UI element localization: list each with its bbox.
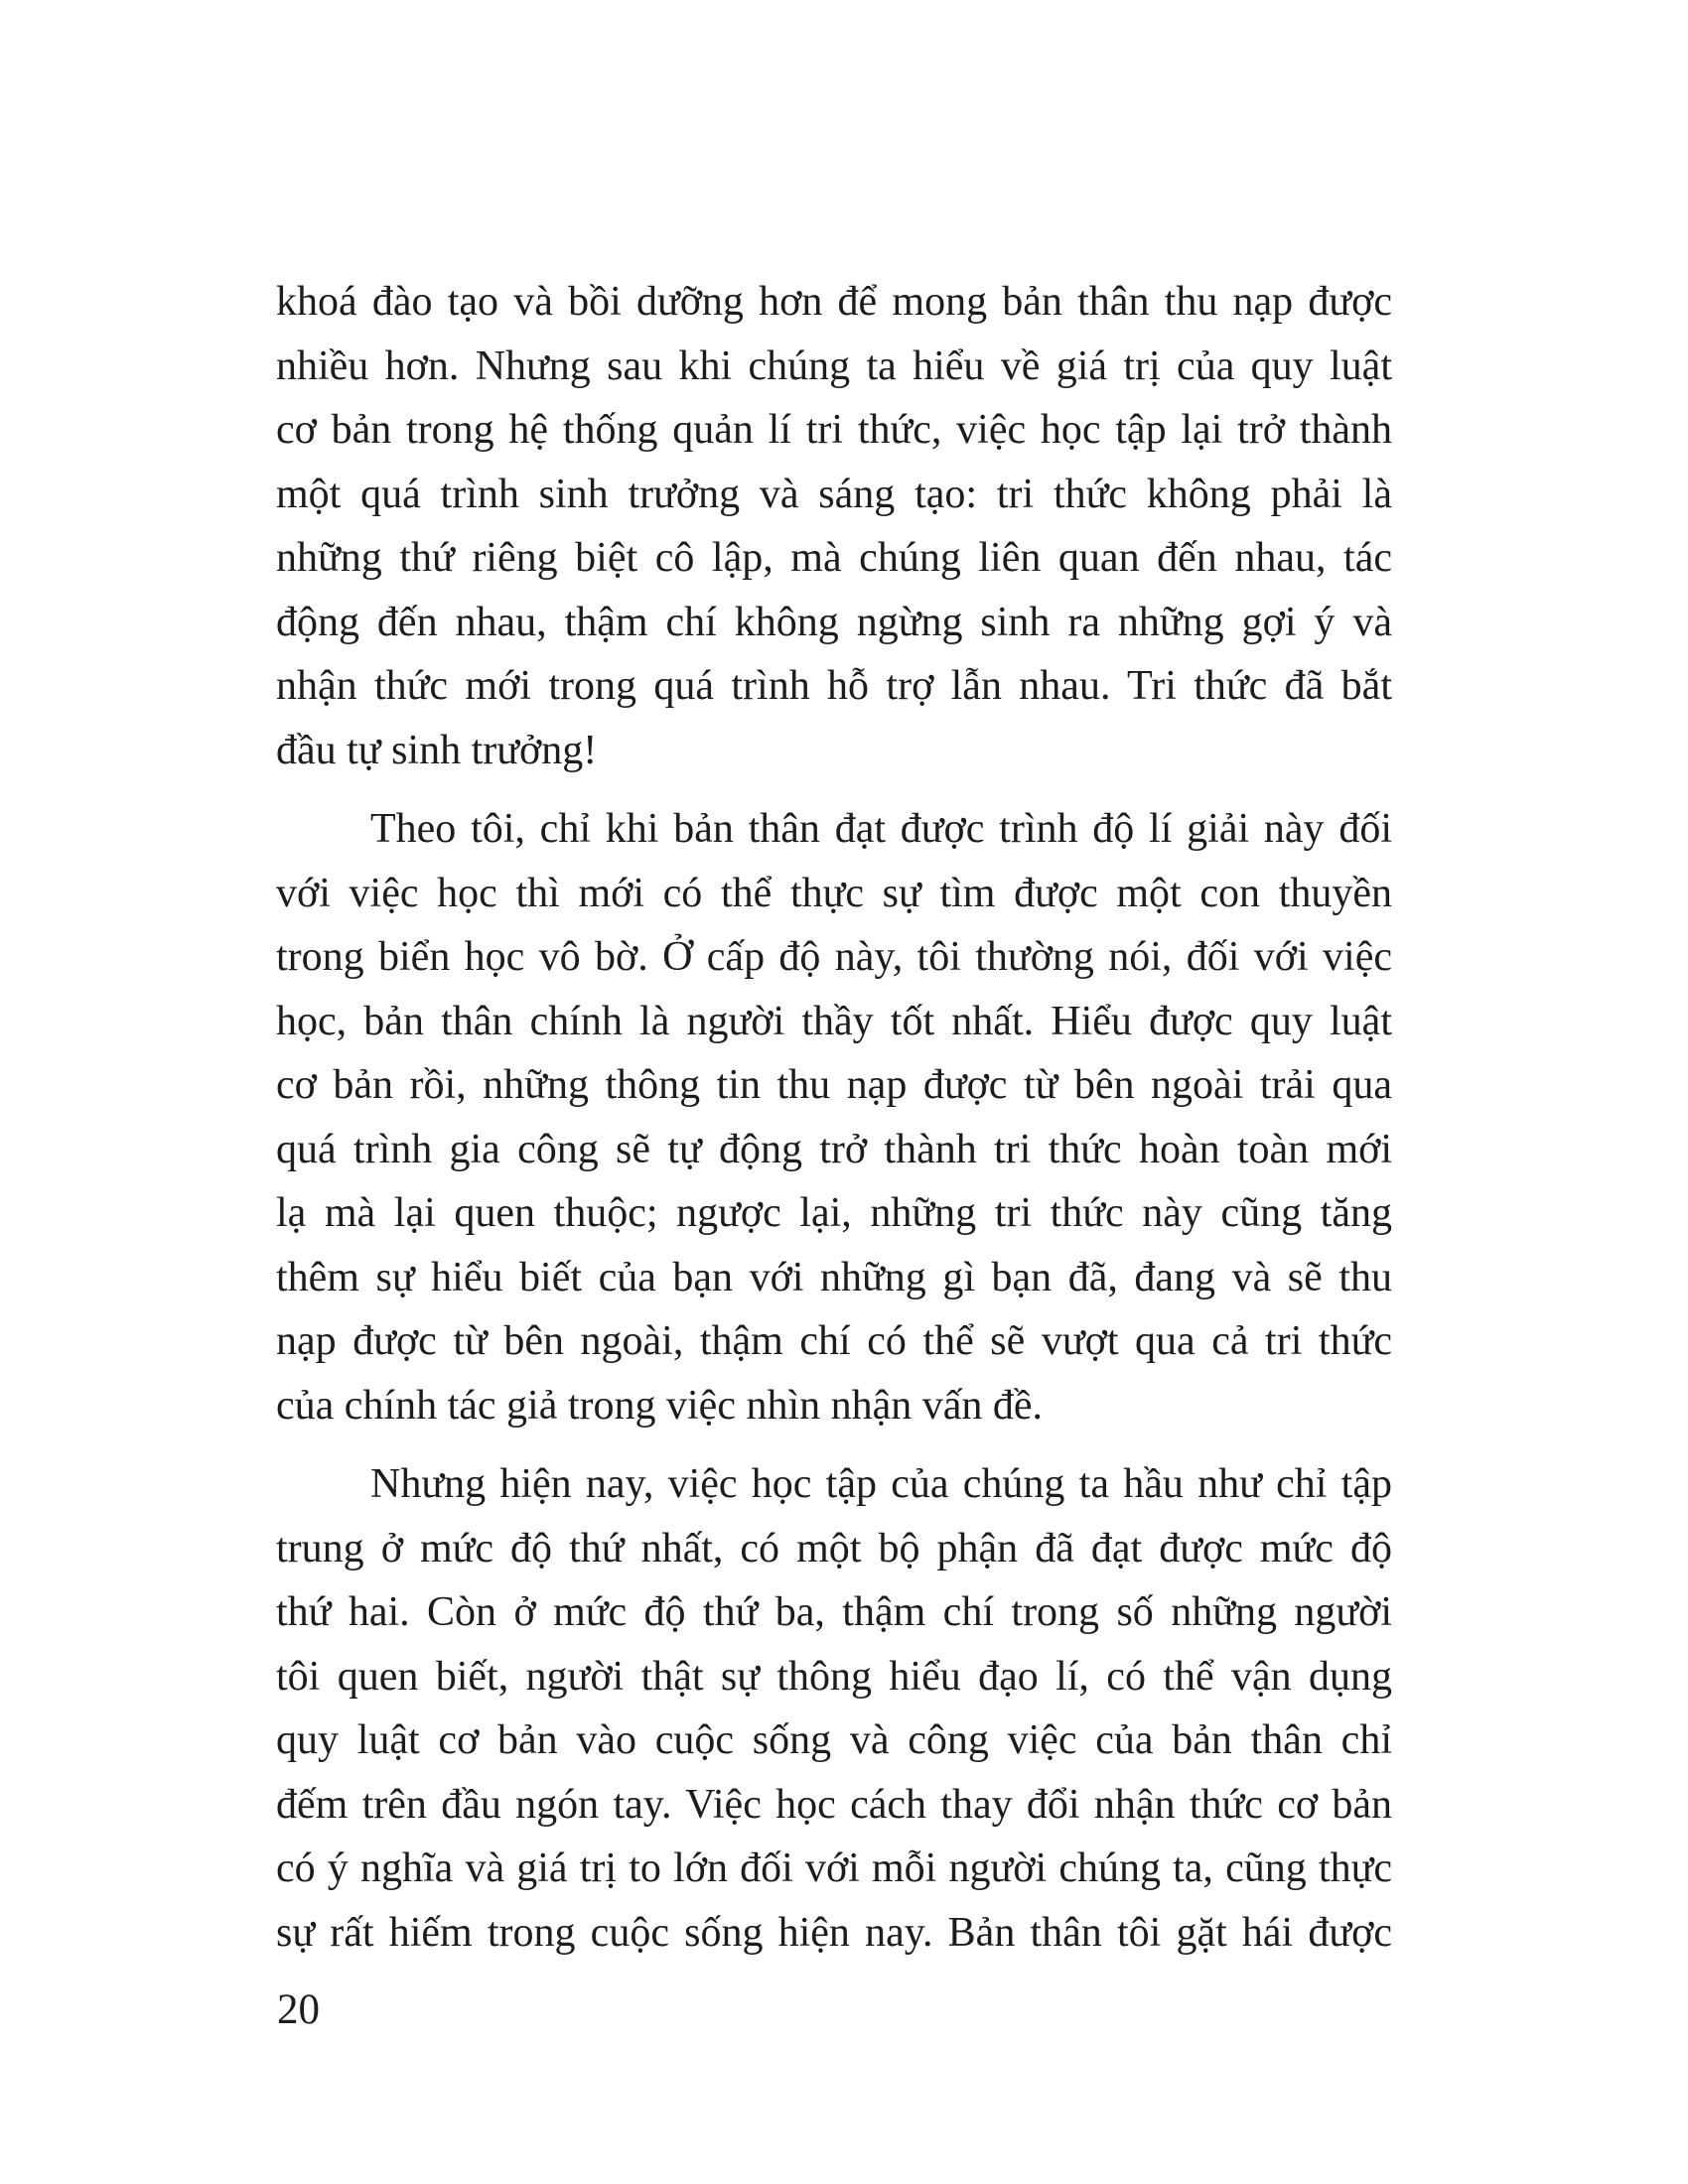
text-line: Theo tôi, chỉ khi bản thân đạt được trình độ lí giải này đối bbox=[370, 806, 1392, 852]
text-line: nhận thức mới trong quá trình hỗ trợ lẫn nhau. Tri thức đã bắt bbox=[276, 663, 1392, 709]
text-line: nạp được từ bên ngoài, thậm chí có thể sẽ vượt qua cả tri thức bbox=[276, 1318, 1392, 1364]
text-line: đếm trên đầu ngón tay. Việc học cách thay đổi nhận thức cơ bản bbox=[276, 1781, 1392, 1828]
paragraph-2 bbox=[276, 797, 1392, 1437]
text-line: quá trình gia công sẽ tự động trở thành tri thức hoàn toàn mới bbox=[276, 1126, 1392, 1172]
text-line: có ý nghĩa và giá trị to lớn đối với mỗi người chúng ta, cũng thực bbox=[276, 1845, 1392, 1891]
paragraph-1 bbox=[276, 270, 1392, 782]
text-line: những thứ riêng biệt cô lập, mà chúng liên quan đến nhau, tác bbox=[276, 535, 1392, 581]
text-line: thứ hai. Còn ở mức độ thứ ba, thậm chí trong số những người bbox=[276, 1589, 1392, 1635]
text-line: đầu tự sinh trưởng! bbox=[276, 727, 598, 773]
text-line: Nhưng hiện nay, việc học tập của chúng ta hầu như chỉ tập bbox=[370, 1461, 1392, 1507]
paragraph-3 bbox=[276, 1452, 1392, 1965]
text-line: động đến nhau, thậm chí không ngừng sinh ra những gợi ý và bbox=[276, 599, 1392, 645]
text-line: trong biển học vô bờ. Ở cấp độ này, tôi thường nói, đối với việc bbox=[276, 934, 1392, 980]
text-line: trung ở mức độ thứ nhất, có một bộ phận đã đạt được mức độ bbox=[276, 1525, 1392, 1571]
text-line: thêm sự hiểu biết của bạn với những gì bạn đã, đang và sẽ thu bbox=[276, 1254, 1392, 1300]
text-line: tôi quen biết, người thật sự thông hiểu đạo lí, có thể vận dụng bbox=[276, 1653, 1392, 1700]
text-line: sự rất hiếm trong cuộc sống hiện nay. Bản thân tôi gặt hái được bbox=[276, 1909, 1392, 1956]
page-text bbox=[276, 270, 1392, 1965]
page-number: 20 bbox=[277, 1986, 320, 2033]
text-line: cơ bản trong hệ thống quản lí tri thức, việc học tập lại trở thành bbox=[276, 407, 1392, 453]
text-line: cơ bản rồi, những thông tin thu nạp được từ bên ngoài trải qua bbox=[276, 1062, 1392, 1108]
text-line: học, bản thân chính là người thầy tốt nhất. Hiểu được quy luật bbox=[276, 998, 1392, 1044]
text-line: của chính tác giả trong việc nhìn nhận vấn đề. bbox=[276, 1382, 1044, 1429]
text-line: một quá trình sinh trưởng và sáng tạo: tri thức không phải là bbox=[276, 471, 1392, 517]
text-line: khoá đào tạo và bồi dưỡng hơn để mong bản thân thu nạp được bbox=[276, 279, 1392, 325]
text-line: nhiều hơn. Nhưng sau khi chúng ta hiểu về giá trị của quy luật bbox=[276, 342, 1392, 389]
text-line: lạ mà lại quen thuộc; ngược lại, những tri thức này cũng tăng bbox=[276, 1190, 1392, 1236]
text-line: quy luật cơ bản vào cuộc sống và công việc của bản thân chỉ bbox=[276, 1717, 1392, 1763]
text-line: với việc học thì mới có thể thực sự tìm được một con thuyền bbox=[276, 870, 1392, 916]
